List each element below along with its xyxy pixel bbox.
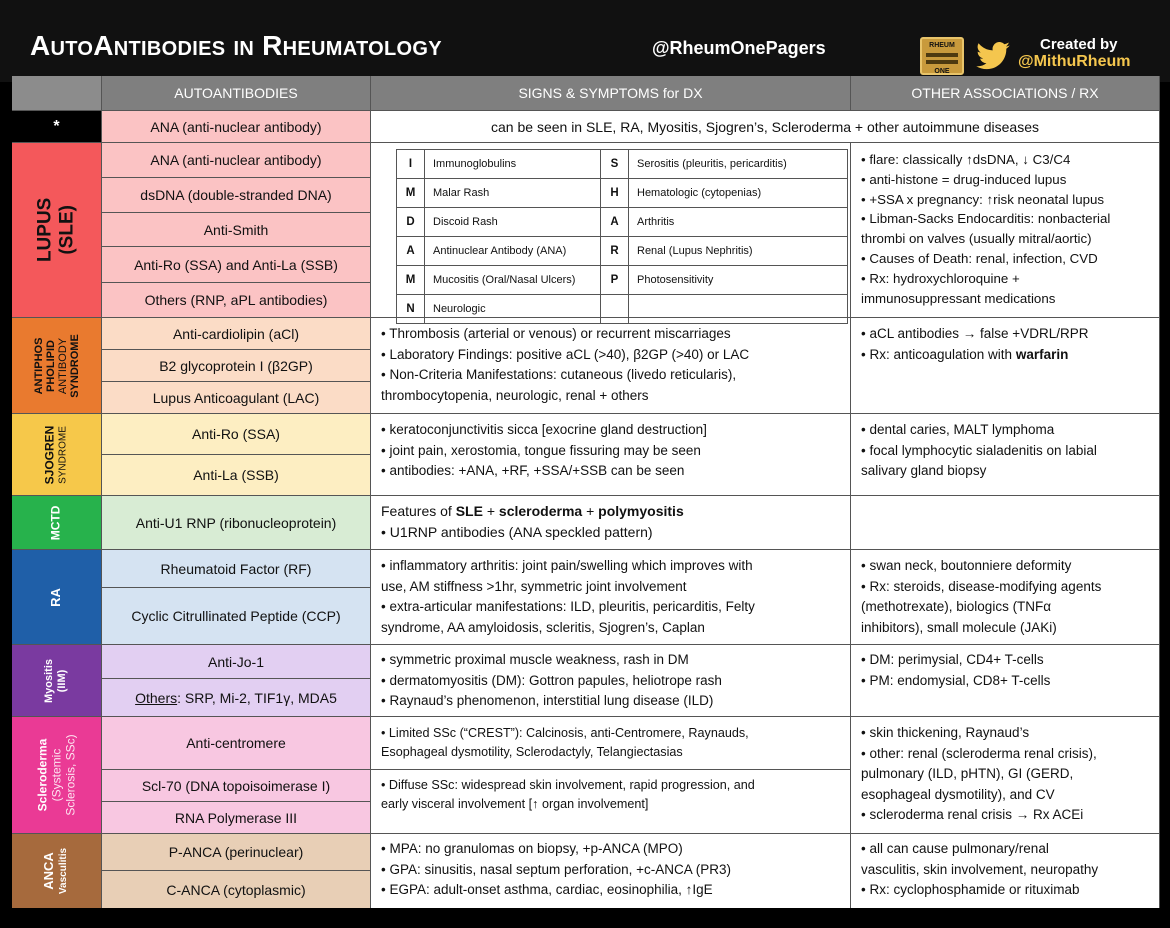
anca-other-cell: • all can cause pulmonary/renal vasculitis, skin involvement, neuropathy • Rx: cyclophosphamide or rituximab — [851, 834, 1160, 909]
lupus-sub-label: (SLE) — [56, 205, 78, 255]
author-handle: @MithuRheum — [1018, 53, 1131, 70]
ra-signs-cell: • inflammatory arthritis: joint pain/swelling which improves with use, AM stiffness >1hr, symmetric joint involvement • extra-articular manifestations: ILD, pleuritis, pericarditis, Felty syndrome, AA amyloidosis, scleritis, Sjogren’s, Caplan — [371, 550, 851, 645]
antibody-scleroderma-scl70: Scl-70 (DNA topoisoimerase I) — [102, 770, 371, 802]
antibody-lupus-smith: Anti-Smith — [102, 213, 371, 247]
antibody-sjogren-ro: Anti-Ro (SSA) — [102, 414, 371, 455]
mctd-signs-cell: Features of SLE + scleroderma + polymyositis • U1RNP antibodies (ANA speckled pattern) — [371, 496, 851, 550]
antibody-ra-rf: Rheumatoid Factor (RF) — [102, 550, 371, 588]
page-title: AutoAntibodies in Rheumatology — [30, 30, 442, 61]
category-lupus — [12, 143, 102, 318]
bottom-bar — [0, 908, 1170, 928]
handle-text: @RheumOnePagers — [652, 38, 826, 58]
rheum-one-pagers-logo — [920, 37, 964, 75]
antibody-mctd-u1rnp: Anti-U1 RNP (ribonucleoprotein) — [102, 496, 371, 550]
category-aps: ANTIPHOS PHOLIPID ANTIBODY SYNDROME — [12, 318, 102, 414]
col-header-autoantibodies: AUTOANTIBODIES — [102, 76, 371, 111]
antibody-scleroderma-centromere: Anti-centromere — [102, 717, 371, 770]
mctd-other-cell — [851, 496, 1160, 550]
aps-signs-cell: • Thrombosis (arterial or venous) or recurrent miscarriages • Laboratory Findings: positive aCL (>40), β2GP (>40) or LAC • Non-Criteria Manifestations: cutaneous (livedo reticularis), thrombocytopenia, neurologic, renal + others — [371, 318, 851, 414]
twitter-bird-icon — [976, 42, 1010, 70]
category-ra: RA — [12, 550, 102, 645]
scleroderma-other-cell: • skin thickening, Raynaud’s • other: renal (scleroderma renal crisis), pulmonary (ILD, pHTN), GI (GERD, esophageal dysmotility), and CV • scleroderma renal crisis → Rx ACEi — [851, 717, 1160, 834]
antibody-ana: ANA (anti-nuclear antibody) — [102, 111, 371, 143]
myositis-other-cell: • DM: perimysial, CD4+ T-cells • PM: endomysial, CD8+ T-cells — [851, 645, 1160, 717]
created-by-label: Created by — [1040, 36, 1118, 53]
category-anca: ANCA Vasculitis — [12, 834, 102, 909]
antibody-aps-b2gp: B2 glycoprotein I (β2GP) — [102, 350, 371, 382]
category-sjogren: SJOGREN SYNDROME — [12, 414, 102, 496]
antibody-aps-lac: Lupus Anticoagulant (LAC) — [102, 382, 371, 414]
sjogren-other-cell: • dental caries, MALT lymphoma • focal lymphocytic sialadenitis on labial salivary gland biopsy — [851, 414, 1160, 496]
sjogren-signs-cell: • keratoconjunctivitis sicca [exocrine gland destruction] • joint pain, xerostomia, tongue fissuring may be seen • antibodies: +ANA, +RF, +SSA/+SSB can be seen — [371, 414, 851, 496]
ra-other-cell: • swan neck, boutonniere deformity • Rx: steroids, disease-modifying agents (methotrexate), biologics (TNFα inhibitors), small molecule (JAKi) — [851, 550, 1160, 645]
antibody-myositis-jo1: Anti-Jo-1 — [102, 645, 371, 679]
antibody-lupus-ro-la: Anti-Ro (SSA) and Anti-La (SSB) — [102, 247, 371, 283]
category-mctd: MCTD — [12, 496, 102, 550]
antibody-anca-c: C-ANCA (cytoplasmic) — [102, 871, 371, 909]
antibody-table — [12, 76, 1160, 912]
aps-other-cell: • aCL antibodies → false +VDRL/RPR • Rx: anticoagulation with warfarin — [851, 318, 1160, 414]
category-ana: * — [12, 111, 102, 143]
antibody-lupus-dsdna: dsDNA (double-stranded DNA) — [102, 178, 371, 213]
lupus-label: LUPUS — [34, 197, 56, 263]
antibody-anca-p: P-ANCA (perinuclear) — [102, 834, 371, 871]
antibody-aps-acl: Anti-cardiolipin (aCl) — [102, 318, 371, 350]
header-corner-cell — [12, 76, 102, 111]
category-scleroderma: Scleroderma (Systemic Sclerosis, SSc) — [12, 717, 102, 834]
antibody-sjogren-la: Anti-La (SSB) — [102, 455, 371, 496]
scleroderma-limited-cell: • Limited SSc (“CREST”): Calcinosis, anti-Centromere, Raynauds, Esophageal dysmotility, Sclerodactyly, Telangiectasias — [371, 717, 851, 770]
ana-signs: can be seen in SLE, RA, Myositis, Sjogren’s, Scleroderma + other autoimmune diseases — [371, 111, 1160, 143]
antibody-scleroderma-rnap3: RNA Polymerase III — [102, 802, 371, 834]
logo-bottom-text: ONE — [934, 68, 950, 75]
antibody-myositis-others: Others : SRP, Mi-2, TIF1γ, MDA5 — [102, 679, 371, 717]
col-header-other: OTHER ASSOCIATIONS / RX — [851, 76, 1160, 111]
col-header-signs: SIGNS & SYMPTOMS for DX — [371, 76, 851, 111]
antibody-ra-ccp: Cyclic Citrullinated Peptide (CCP) — [102, 588, 371, 645]
logo-top-text: RHEUM — [929, 42, 955, 49]
antibody-lupus-ana: ANA (anti-nuclear antibody) — [102, 143, 371, 178]
imdamn-shарp-mnemonic-table: I Immunoglobulins S Serositis (pleuritis, pericarditis) M Malar Rash H Hematologic (cytopenias) D Discoid Rash A Arthritis A Antinuclear Antibody (ANA) R Renal (Lupus Nephritis) M Mucositis (Oral/Nasal Ulcers) P Photosensitivity N Neurologic — [396, 149, 848, 324]
myositis-signs-cell: • symmetric proximal muscle weakness, rash in DM • dermatomyositis (DM): Gottron papules, heliotrope rash • Raynaud’s phenomenon, interstitial lung disease (ILD) — [371, 645, 851, 717]
lupus-other-cell: • flare: classically ↑dsDNA, ↓ C3/C4 • anti-histone = drug-induced lupus • +SSA x pregnancy: ↑risk neonatal lupus • Libman-Sacks Endocarditis: nonbacterial thrombi on valves (usually mitral/aortic) • Causes of Death: renal, infection, CVD • Rx: hydroxychloroquine + immunosuppressant medications — [851, 143, 1160, 318]
antibody-lupus-others: Others (RNP, aPL antibodies) — [102, 283, 371, 318]
category-myositis: Myositis (IIM) — [12, 645, 102, 717]
anca-signs-cell: • MPA: no granulomas on biopsy, +p-ANCA (MPO) • GPA: sinusitis, nasal septum perforation, +c-ANCA (PR3) • EGPA: adult-onset asthma, cardiac, eosinophilia, ↑IgE — [371, 834, 851, 909]
scleroderma-diffuse-cell: • Diffuse SSc: widespread skin involvement, rapid progression, and early visceral involvement [↑ organ involvement] — [371, 770, 851, 834]
